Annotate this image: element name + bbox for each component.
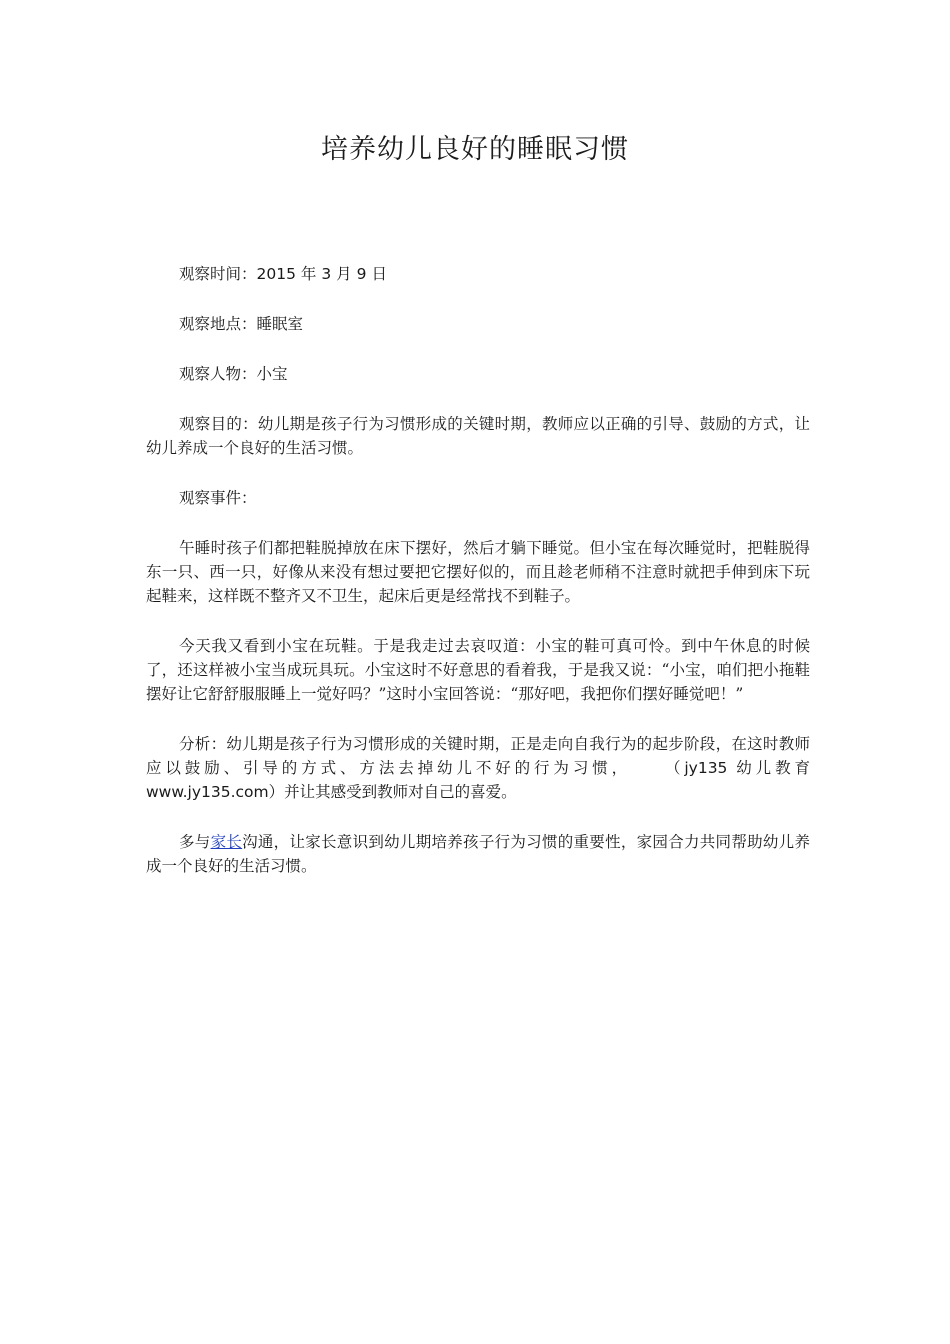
- document-body: [146, 262, 810, 904]
- event-paragraph-2: 今天我又看到小宝在玩鞋。于是我走过去哀叹道：小宝的鞋可真可怜。到中午休息的时候了，还这样被小宝当成玩具玩。小宝这时不好意思的看着我，于是我又说：“小宝，咱们把小拖鞋摆好让它舒舒服服睡上一觉好吗？”这时小宝回答说：“那好吧，我把你们摆好睡觉吧！”: [146, 637, 810, 703]
- closing-text-end: 沟通，让家长意识到幼儿期培养孩子行为习惯的重要性，家园合力共同帮助幼儿养成一个良好的生活习惯。: [146, 833, 810, 875]
- document-title: 培养幼儿良好的睡眠习惯: [321, 134, 629, 165]
- observation-place: 观察地点：睡眠室: [179, 315, 304, 333]
- observation-event-heading: 观察事件：: [179, 489, 257, 507]
- event-paragraph-1: 午睡时孩子们都把鞋脱掉放在床下摆好，然后才躺下睡觉。但小宝在每次睡觉时，把鞋脱得东一只、西一只，好像从来没有想过要把它摆好似的，而且趁老师稍不注意时就把手伸到床下玩起鞋来，这样既不整齐又不卫生，起床后更是经常找不到鞋子。: [146, 539, 810, 605]
- observation-person: 观察人物：小宝: [179, 365, 288, 383]
- closing-text-start: 多与: [179, 833, 211, 851]
- observation-month: 3: [321, 265, 332, 283]
- observation-purpose: 观察目的：幼儿期是孩子行为习惯形成的关键时期，教师应以正确的引导、鼓励的方式，让幼儿养成一个良好的生活习惯。: [146, 415, 810, 457]
- observation-time-label: 观察时间：: [179, 265, 257, 283]
- observation-time: [146, 262, 810, 286]
- source-paren-open: （: [661, 759, 685, 777]
- source-label: 幼儿教育: [736, 759, 810, 777]
- observation-year: 2015: [256, 265, 296, 283]
- observation-day-unit: 日: [371, 265, 387, 283]
- closing-paragraph: [146, 830, 810, 878]
- source-url: www.jy135.com: [146, 783, 269, 801]
- source-paren-close: ）: [268, 783, 285, 801]
- source-name: jy135: [684, 759, 728, 777]
- observation-month-unit: 月: [336, 265, 352, 283]
- observation-day: 9: [356, 265, 367, 283]
- analysis-paragraph: [146, 732, 810, 804]
- observation-year-unit: 年: [300, 265, 317, 283]
- parent-link[interactable]: 家长: [210, 833, 243, 851]
- analysis-conclusion: 并让其感受到教师对自己的喜爱。: [284, 783, 517, 801]
- analysis-text: 分析：幼儿期是孩子行为习惯形成的关键时期，正是走向自我行为的起步阶段，在这时教师应以鼓励、引导的方式、方法去掉幼儿不好的行为习惯，: [146, 735, 810, 777]
